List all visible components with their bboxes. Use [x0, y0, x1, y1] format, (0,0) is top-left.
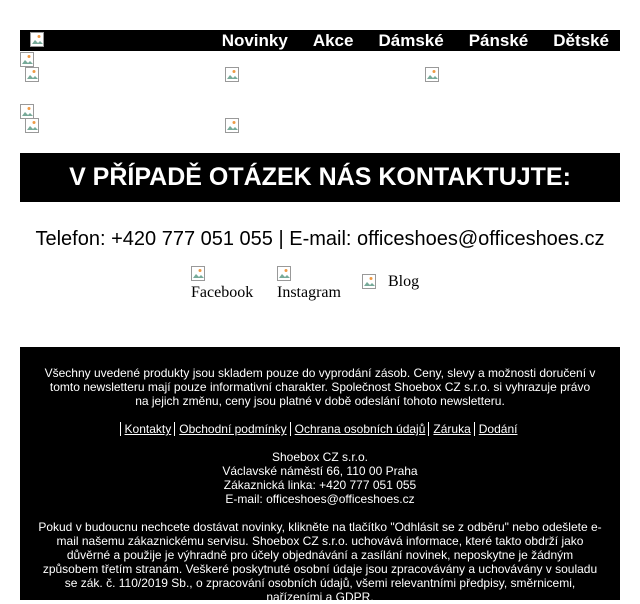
facebook-broken-image-icon [191, 266, 207, 282]
product-image-5-broken-icon[interactable] [225, 118, 241, 134]
blog-label: Blog [388, 273, 420, 290]
banner-row-1 [20, 51, 620, 103]
product-image-1-broken-icon[interactable] [25, 67, 41, 83]
footer-gdpr-notice: Pokud v budoucnu nechcete dostávat novinky, klikněte na tlačítko "Odhlásit se z odběru" nebo odešlete e-mail našemu zákaznickému servisu. Shoebox CZ s.r.o. uchovává informace, které takto obdrží jako důvěrné a použije je výhradně pro účely objednávání a zasílání novinek, neposkytne je žádným způsobem třetím stranám. Veškeré poskytnuté osobní údaje jsou zpracovávány a uchovávány v souladu se zák. č. 110/2019 Sb., o zpracování osobních údajů, všemi relevantními předpisy, směrnicemi, nařízeními a GDPR. [38, 520, 602, 604]
company-hotline: Zákaznická linka: +420 777 051 055 [223, 478, 417, 492]
broken-image-icon [20, 52, 36, 68]
company-address: Václavské náměstí 66, 110 00 Praha [222, 464, 418, 478]
product-image-4-broken-icon[interactable] [25, 118, 41, 134]
contact-phone-email: Telefon: +420 777 051 055 | E-mail: officeshoes@officeshoes.cz [35, 228, 605, 250]
instagram-broken-image-icon [277, 266, 293, 282]
footer-link-dodani[interactable]: Dodání [474, 422, 521, 436]
nav-link-panske[interactable]: Pánské [468, 31, 529, 50]
footer-disclaimer: Všechny uvedené produkty jsou skladem pouze do vyprodání zásob. Ceny, slevy a možnosti doručení v tomto newsletteru mají pouze informativní charakter. Společnost Shoebox CZ s.r.o. si vyhrazuje právo na jejich změnu, ceny jsou platné v době odeslání tohoto newsletteru. [44, 366, 596, 408]
company-info [20, 450, 620, 506]
blog-link[interactable] [362, 273, 419, 291]
logo-broken-image-icon[interactable] [30, 32, 46, 48]
facebook-link[interactable] [191, 266, 253, 302]
nav-link-novinky[interactable]: Novinky [221, 31, 288, 50]
footer-link-kontakty[interactable]: Kontakty [120, 422, 175, 436]
instagram-label: Instagram [277, 284, 341, 301]
footer-links [20, 422, 620, 436]
company-name: Shoebox CZ s.r.o. [271, 450, 369, 464]
nav-link-akce[interactable]: Akce [312, 31, 354, 50]
blog-broken-image-icon [362, 274, 378, 290]
newsletter [20, 30, 620, 341]
product-image-3-broken-icon[interactable] [425, 67, 441, 83]
footer-link-zaruka[interactable]: Záruka [428, 422, 473, 436]
company-email: E-mail: officeshoes@officeshoes.cz [225, 492, 415, 506]
contact-heading-bar [20, 153, 620, 202]
footer [20, 347, 620, 604]
banner-row-2 [20, 103, 620, 153]
top-navigation [20, 30, 620, 51]
footer-link-ochrana-osobnich-udaju[interactable]: Ochrana osobních údajů [290, 422, 429, 436]
product-image-2-broken-icon[interactable] [225, 67, 241, 83]
social-links [20, 251, 620, 341]
instagram-link[interactable] [277, 266, 341, 302]
nav-link-detske[interactable]: Dětské [553, 31, 609, 50]
nav-links [197, 30, 620, 51]
contact-heading: V PŘÍPADĚ OTÁZEK NÁS KONTAKTUJTE: [69, 163, 571, 191]
nav-link-damske[interactable]: Dámské [378, 31, 444, 50]
facebook-label: Facebook [191, 284, 254, 301]
footer-link-obchodni-podminky[interactable]: Obchodní podmínky [174, 422, 289, 436]
